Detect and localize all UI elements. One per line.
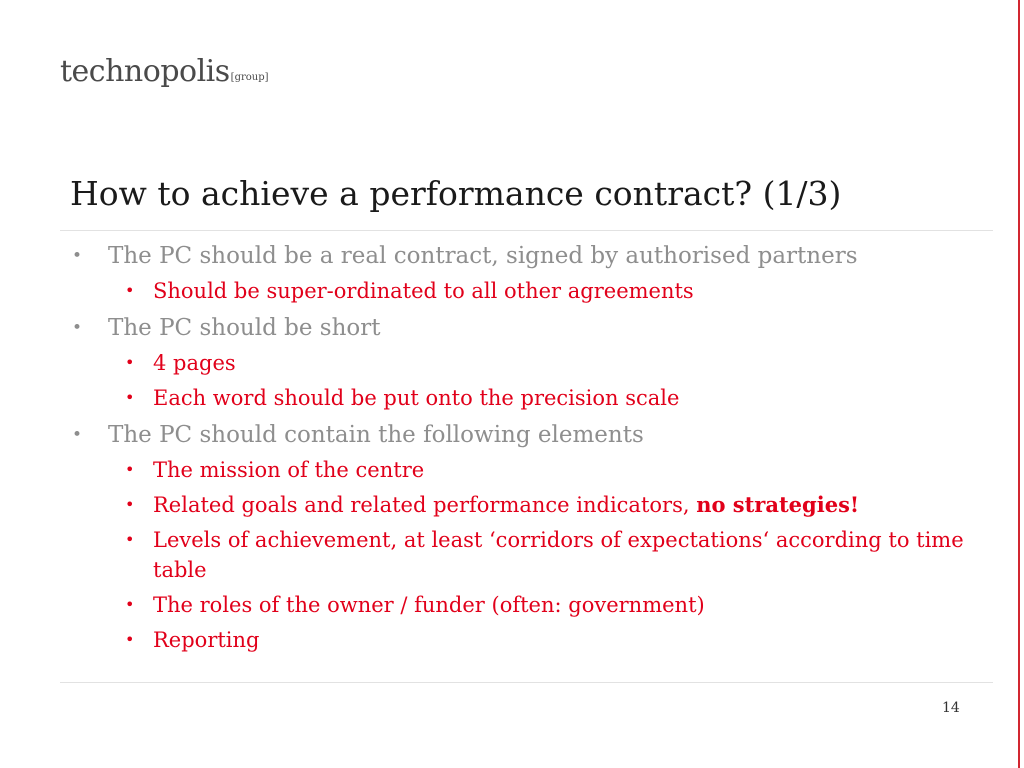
sub-bullet-item [115, 525, 970, 585]
sub-bullet-item [115, 625, 970, 655]
logo-wordmark: technopolis [60, 54, 230, 89]
emphasis-text: no strategies! [696, 492, 860, 517]
bullet-dot-icon: • [125, 530, 135, 549]
bullet-dot-icon: • [125, 281, 135, 300]
sub-bullet-item [115, 348, 970, 378]
bullet-dot-icon: • [72, 246, 83, 266]
bullet-text: The PC should contain the following elements [108, 422, 644, 448]
sub-bullet-text: Should be super-ordinated to all other agreements [153, 279, 694, 303]
sub-bullet-item [115, 276, 970, 306]
bullet-item [70, 240, 970, 272]
bullet-item [70, 419, 970, 451]
sub-bullet-text: The mission of the centre [153, 458, 425, 482]
footer-divider [60, 682, 993, 683]
sub-bullet-text: Levels of achievement, at least ‘corridors of expectations‘ according to time table [153, 528, 964, 582]
sub-bullet-item [115, 490, 970, 520]
bullet-text: The PC should be short [108, 315, 381, 341]
bullet-dot-icon: • [125, 630, 135, 649]
bullet-dot-icon: • [125, 495, 135, 514]
sub-bullet-item [115, 590, 970, 620]
bullet-dot-icon: • [72, 318, 83, 338]
bullet-dot-icon: • [125, 595, 135, 614]
sub-bullet-text: Reporting [153, 628, 260, 652]
bullet-dot-icon: • [125, 353, 135, 372]
bullet-dot-icon: • [72, 425, 83, 445]
bullet-list [70, 238, 970, 655]
slide-title: How to achieve a performance contract? (1/3) [70, 174, 842, 213]
sub-bullet-text: Each word should be put onto the precision scale [153, 386, 680, 410]
technopolis-logo [60, 54, 269, 89]
bullet-text: The PC should be a real contract, signed by authorised partners [108, 243, 858, 269]
sub-bullet-text: 4 pages [153, 351, 236, 375]
sub-bullet-item [115, 455, 970, 485]
sub-bullet-item [115, 383, 970, 413]
right-edge-accent-rule [1018, 0, 1020, 768]
bullet-dot-icon: • [125, 388, 135, 407]
logo-group-suffix: [group] [230, 72, 269, 83]
title-divider [60, 230, 993, 231]
page-number: 14 [942, 700, 960, 716]
sub-bullet-text: The roles of the owner / funder (often: government) [153, 593, 705, 617]
bullet-item [70, 312, 970, 344]
sub-bullet-text: Related goals and related performance indicators, [153, 493, 697, 517]
bullet-dot-icon: • [125, 460, 135, 479]
